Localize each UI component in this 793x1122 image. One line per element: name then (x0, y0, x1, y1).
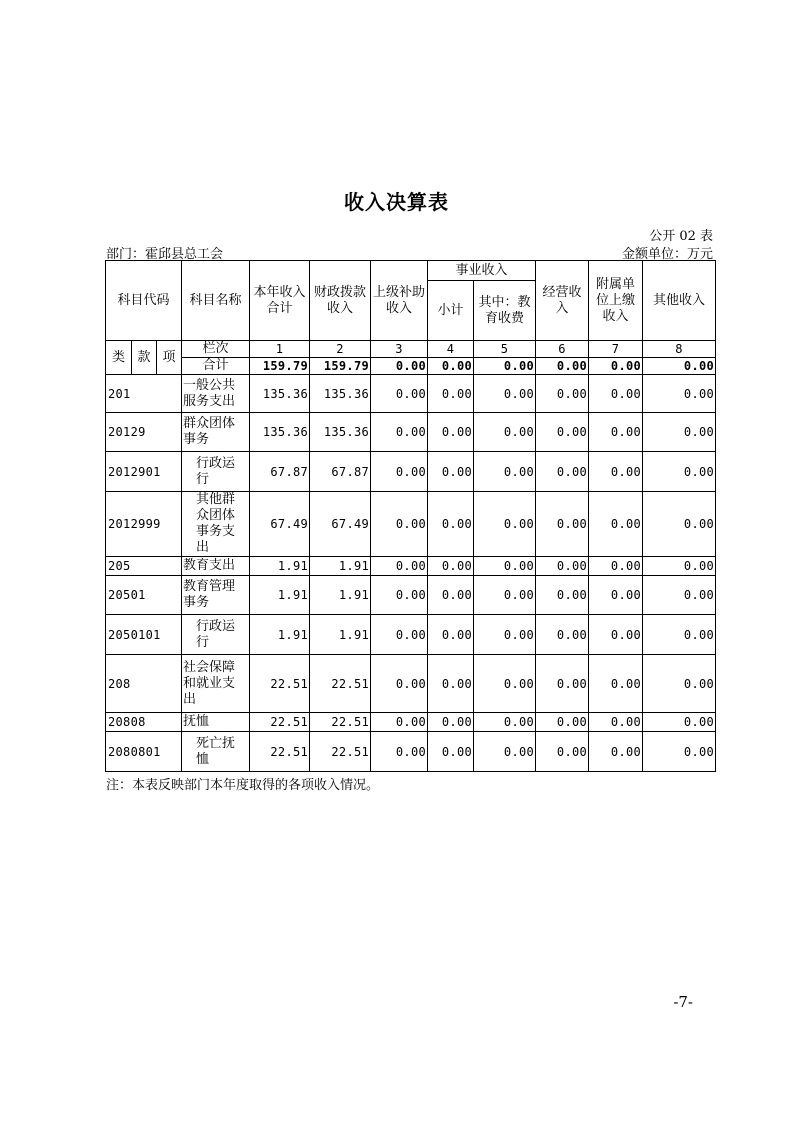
header-lanci: 栏次 (182, 341, 250, 358)
row-value: 1.91 (250, 557, 310, 576)
row-name: 死亡抚恤 (182, 732, 250, 772)
row-code: 2012901 (106, 452, 182, 492)
header-row-3 (106, 341, 716, 358)
row-value: 0.00 (643, 615, 716, 655)
row-value: 0.00 (589, 492, 643, 557)
header-kuan: 款 (132, 341, 157, 375)
row-value: 0.00 (589, 615, 643, 655)
row-code: 201 (106, 375, 182, 413)
col-number: 5 (474, 341, 536, 358)
row-code: 2050101 (106, 615, 182, 655)
row-value: 22.51 (310, 655, 371, 713)
row-value: 67.49 (310, 492, 371, 557)
row-value: 0.00 (371, 732, 428, 772)
col-number: 4 (428, 341, 474, 358)
row-value: 0.00 (536, 452, 589, 492)
total-value: 159.79 (250, 358, 310, 375)
row-value: 0.00 (536, 713, 589, 732)
total-label: 合计 (182, 358, 250, 375)
row-value: 0.00 (474, 615, 536, 655)
row-value: 22.51 (250, 655, 310, 713)
row-value: 0.00 (474, 576, 536, 615)
col-number: 6 (536, 341, 589, 358)
total-value: 0.00 (643, 358, 716, 375)
row-value: 0.00 (589, 576, 643, 615)
row-value: 0.00 (536, 375, 589, 413)
col-number: 2 (310, 341, 371, 358)
row-value: 0.00 (474, 732, 536, 772)
row-value: 0.00 (428, 375, 474, 413)
row-value: 22.51 (250, 732, 310, 772)
footnote: 注：本表反映部门本年度取得的各项收入情况。 (106, 778, 380, 793)
row-name: 教育管理事务 (182, 576, 250, 615)
row-value: 0.00 (643, 576, 716, 615)
row-value: 0.00 (536, 615, 589, 655)
row-value: 0.00 (371, 655, 428, 713)
row-value: 22.51 (250, 713, 310, 732)
row-value: 0.00 (643, 713, 716, 732)
row-value: 0.00 (371, 713, 428, 732)
row-value: 67.49 (250, 492, 310, 557)
row-value: 0.00 (589, 413, 643, 452)
table-row (106, 615, 716, 655)
header-code: 科目代码 (106, 261, 182, 341)
row-value: 0.00 (428, 557, 474, 576)
col-number: 8 (643, 341, 716, 358)
header-operating: 经营收入 (536, 261, 589, 341)
row-code: 20501 (106, 576, 182, 615)
row-value: 0.00 (428, 732, 474, 772)
header-other: 其他收入 (643, 261, 716, 341)
row-value: 1.91 (310, 576, 371, 615)
row-code: 2080801 (106, 732, 182, 772)
row-value: 0.00 (371, 452, 428, 492)
row-value: 0.00 (536, 557, 589, 576)
row-value: 0.00 (643, 375, 716, 413)
row-code: 20808 (106, 713, 182, 732)
header-name: 科目名称 (182, 261, 250, 341)
row-value: 0.00 (589, 375, 643, 413)
row-value: 0.00 (428, 452, 474, 492)
total-value: 0.00 (536, 358, 589, 375)
row-value: 135.36 (310, 413, 371, 452)
page-number: -7- (673, 993, 693, 1011)
department-label: 部门：霍邱县总工会 (106, 247, 224, 262)
row-value: 0.00 (643, 655, 716, 713)
table-row (106, 375, 716, 413)
table-row (106, 576, 716, 615)
row-value: 1.91 (250, 576, 310, 615)
header-xiang: 项 (157, 341, 182, 375)
row-name: 社会保障和就业支出 (182, 655, 250, 713)
table-row (106, 413, 716, 452)
header-superior-subsidy: 上级补助收入 (371, 261, 428, 341)
row-name: 抚恤 (182, 713, 250, 732)
row-name: 其他群众团体事务支出 (182, 492, 250, 557)
row-name: 教育支出 (182, 557, 250, 576)
header-fiscal: 财政拨款收入 (310, 261, 371, 341)
row-value: 0.00 (536, 732, 589, 772)
header-affiliated: 附属单位上缴收入 (589, 261, 643, 341)
row-value: 0.00 (474, 452, 536, 492)
row-value: 0.00 (371, 615, 428, 655)
total-value: 0.00 (589, 358, 643, 375)
row-value: 0.00 (474, 413, 536, 452)
row-value: 135.36 (250, 375, 310, 413)
row-value: 0.00 (371, 375, 428, 413)
total-row (106, 358, 716, 375)
row-value: 0.00 (428, 576, 474, 615)
header-subtotal: 小计 (428, 281, 474, 341)
row-value: 0.00 (643, 492, 716, 557)
row-value: 0.00 (371, 492, 428, 557)
table-row (106, 557, 716, 576)
row-value: 0.00 (643, 732, 716, 772)
total-value: 0.00 (474, 358, 536, 375)
row-value: 1.91 (310, 615, 371, 655)
row-code: 2012999 (106, 492, 182, 557)
row-value: 0.00 (536, 655, 589, 713)
row-value: 0.00 (589, 655, 643, 713)
row-value: 0.00 (371, 557, 428, 576)
header-lei: 类 (106, 341, 132, 375)
row-name: 群众团体事务 (182, 413, 250, 452)
table-row (106, 713, 716, 732)
row-value: 22.51 (310, 713, 371, 732)
header-edu-fee: 其中：教育收费 (474, 281, 536, 341)
row-value: 0.00 (643, 413, 716, 452)
row-value: 0.00 (474, 557, 536, 576)
row-value: 0.00 (474, 655, 536, 713)
row-value: 0.00 (428, 413, 474, 452)
row-value: 135.36 (310, 375, 371, 413)
row-value: 0.00 (371, 413, 428, 452)
col-number: 1 (250, 341, 310, 358)
row-value: 0.00 (474, 492, 536, 557)
row-code: 208 (106, 655, 182, 713)
header-row-1 (106, 261, 716, 281)
page-title: 收入决算表 (344, 190, 449, 214)
row-value: 22.51 (310, 732, 371, 772)
header-business-income: 事业收入 (428, 261, 536, 281)
table-row (106, 452, 716, 492)
row-value: 0.00 (536, 492, 589, 557)
row-value: 0.00 (643, 452, 716, 492)
row-value: 0.00 (589, 713, 643, 732)
row-value: 0.00 (428, 615, 474, 655)
row-code: 20129 (106, 413, 182, 452)
row-value: 0.00 (589, 557, 643, 576)
col-number: 3 (371, 341, 428, 358)
unit-label: 金额单位：万元 (621, 247, 713, 262)
table-row (106, 492, 716, 557)
row-value: 67.87 (250, 452, 310, 492)
income-table (105, 260, 716, 772)
total-value: 0.00 (428, 358, 474, 375)
header-total-income: 本年收入合计 (250, 261, 310, 341)
row-value: 0.00 (536, 413, 589, 452)
row-value: 0.00 (643, 557, 716, 576)
col-number: 7 (589, 341, 643, 358)
row-name: 行政运行 (182, 452, 250, 492)
total-value: 0.00 (371, 358, 428, 375)
row-value: 0.00 (428, 492, 474, 557)
row-value: 0.00 (428, 713, 474, 732)
row-code: 205 (106, 557, 182, 576)
row-value: 1.91 (250, 615, 310, 655)
row-value: 0.00 (474, 375, 536, 413)
total-value: 159.79 (310, 358, 371, 375)
row-value: 0.00 (428, 655, 474, 713)
row-value: 135.36 (250, 413, 310, 452)
row-name: 行政运行 (182, 615, 250, 655)
row-value: 0.00 (589, 452, 643, 492)
row-value: 1.91 (310, 557, 371, 576)
row-value: 0.00 (589, 732, 643, 772)
row-value: 0.00 (371, 576, 428, 615)
table-row (106, 732, 716, 772)
table-row (106, 655, 716, 713)
row-value: 67.87 (310, 452, 371, 492)
form-number: 公开 02 表 (649, 229, 713, 244)
row-value: 0.00 (474, 713, 536, 732)
row-name: 一般公共服务支出 (182, 375, 250, 413)
row-value: 0.00 (536, 576, 589, 615)
